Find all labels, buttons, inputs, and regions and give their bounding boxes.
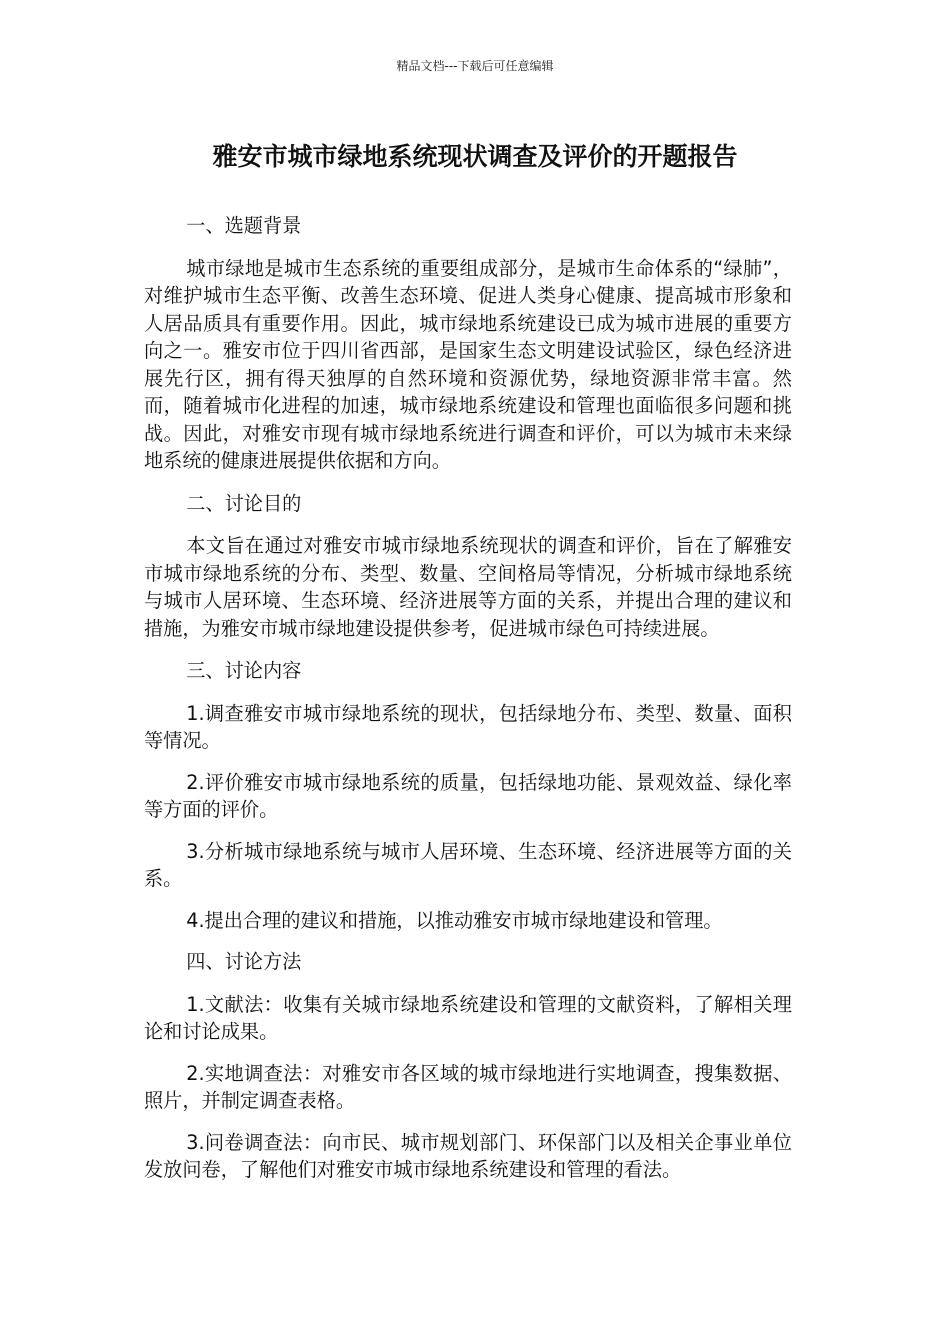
section-heading-purpose: 二、讨论目的 [186,491,302,515]
header-note: 精品文档---下载后可任意编辑 [396,59,554,73]
section-heading-background: 一、选题背景 [186,214,302,237]
method-item-2: 2.实地调查法：对雅安市各区域的城市绿地进行实地调查，搜集数据、照片，并制定调查表格。 [144,1061,792,1112]
section-heading-methods: 四、讨论方法 [186,950,302,973]
method-item-1: 1.文献法：收集有关城市绿地系统建设和管理的文献资料，了解相关理论和讨论成果。 [144,992,792,1043]
content-item-2: 2.评价雅安市城市绿地系统的质量，包括绿地功能、景观效益、绿化率等方面的评价。 [144,770,792,821]
paragraph-purpose: 本文旨在通过对雅安市城市绿地系统现状的调查和评价，旨在了解雅安市城市绿地系统的分布、类型、数量、空间格局等情况，分析城市绿地系统与城市人居环境、生态环境、经济进展等方面的关系，并提出合理的建议和措施，为雅安市城市绿地建设提供参考，促进城市绿色可持续进展。 [144,534,792,640]
section-heading-content: 三、讨论内容 [186,659,302,682]
document-body [144,212,792,1198]
content-item-3: 3.分析城市绿地系统与城市人居环境、生态环境、经济进展等方面的关系。 [144,839,792,890]
paragraph-background: 城市绿地是城市生态系统的重要组成部分，是城市生命体系的“绿肺”，对维护城市生态平衡、改善生态环境、促进人类身心健康、提高城市形象和人居品质具有重要作用。因此，城市绿地系统建设已成为城市进展的重要方向之一。雅安市位于四川省西部，是国家生态文明建设试验区，绿色经济进展先行区，拥有得天独厚的自然环境和资源优势，绿地资源非常丰富。然而，随着城市化进程的加速，城市绿地系统建设和管理也面临很多问题和挑战。因此，对雅安市现有城市绿地系统进行调查和评价，可以为城市未来绿地系统的健康进展提供依据和方向。 [144,256,792,472]
method-item-3: 3.问卷调查法：向市民、城市规划部门、环保部门以及相关企事业单位发放问卷，了解他们对雅安市城市绿地系统建设和管理的看法。 [144,1130,792,1181]
content-item-1: 1.调查雅安市城市绿地系统的现状，包括绿地分布、类型、数量、面积等情况。 [144,701,792,752]
document-title: 雅安市城市绿地系统现状调查及评价的开题报告 [212,142,738,171]
content-item-4: 4.提出合理的建议和措施，以推动雅安市城市绿地建设和管理。 [186,908,723,932]
